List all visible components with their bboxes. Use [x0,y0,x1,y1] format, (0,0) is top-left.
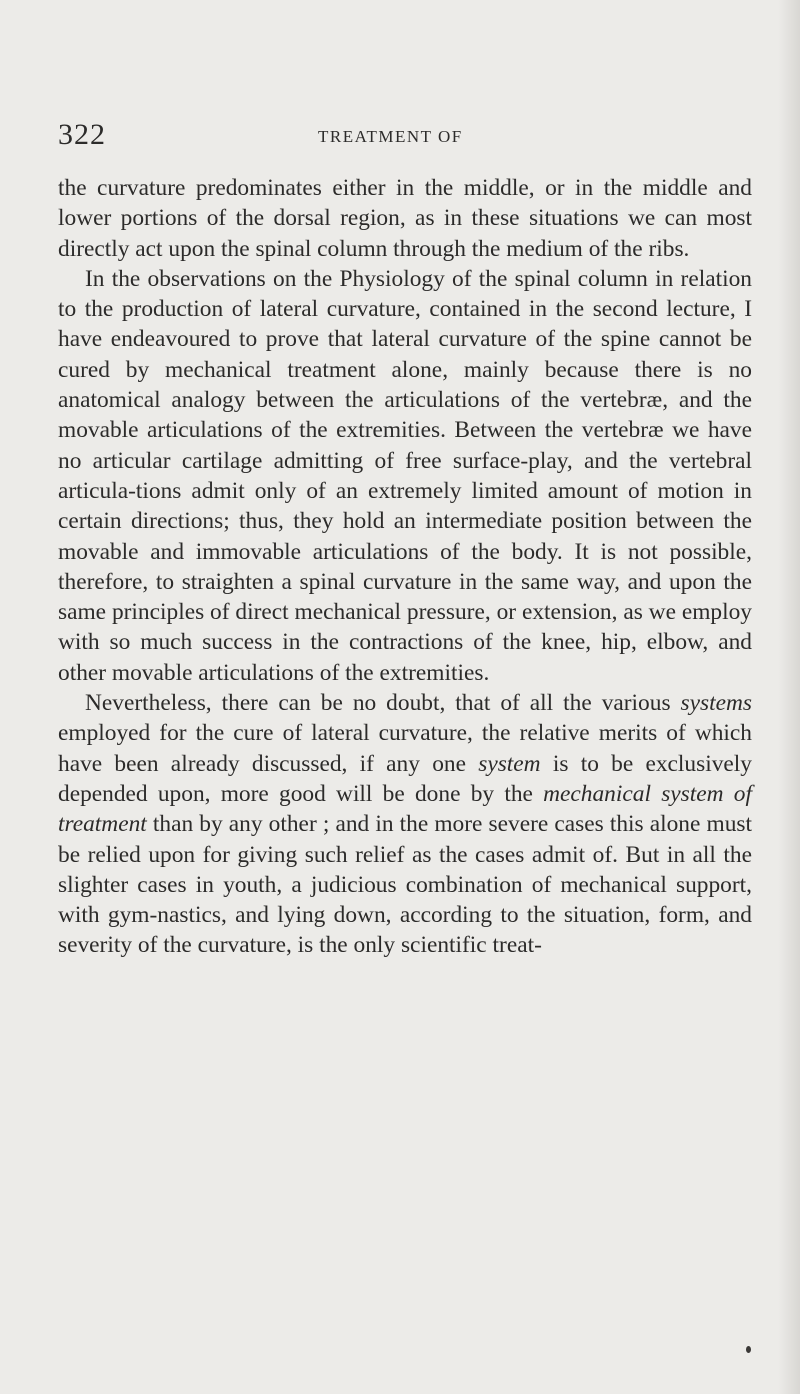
page-header [58,118,758,152]
page-edge-shadow [778,0,800,1394]
text-segment: than by any other ; and in the more severe cases this alone must be relied upon for giving such relief as the cases admit of. But in all the slighter cases in youth, a judicious combination of mechanical support, with gym-nastics, and lying down, according to the situation, form, and severity of the curvature, is the only scientific treat- [58,811,752,959]
italic-text: systems [680,690,752,717]
italic-text: system [478,750,541,777]
paragraph-2 [58,264,752,688]
italic-text: mechanical system of treatment [58,780,752,838]
paragraph-1 [58,173,752,264]
ink-speck [746,1346,751,1353]
paragraph-3 [58,688,752,961]
page-number: 322 [58,118,106,151]
running-head: TREATMENT OF [318,127,463,146]
text-segment: the curvature predominates either in the middle, or in the middle and lower portions of the dorsal region, as in these situations we can most directly act upon the spinal column through the medium of the ribs. [58,175,752,262]
text-segment: is to be exclusively depended upon, more good will be done by the [58,750,752,807]
text-segment: Nevertheless, there can be no doubt, that of all the various [85,690,681,717]
text-segment: In the observations on the Physiology of the spinal column in relation to the production of lateral curvature, contained in the second lecture, I have endeavoured to prove that lateral curvature of the spine cannot be cured by mechanical treatment alone, mainly because there is no anatomical analogy between the articulations of the vertebræ, and the movable articulations of the extremities. Between the vertebræ we have no articular cartilage admitting of free surface-play, and the vertebral articula-tions admit only of an extremely limited amount of motion in certain directions; thus, they hold an intermediate position between the movable and immovable articulations of the body. It is not possible, therefore, to straighten a spinal curvature in the same way, and upon the same principles of direct mechanical pressure, or extension, as we employ with so much success in the contractions of the knee, hip, elbow, and other movable articulations of the extremities. [58,265,752,686]
body-text [58,173,752,961]
text-segment: employed for the cure of lateral curvature, the relative merits of which have been already discussed, if any one [58,720,752,777]
